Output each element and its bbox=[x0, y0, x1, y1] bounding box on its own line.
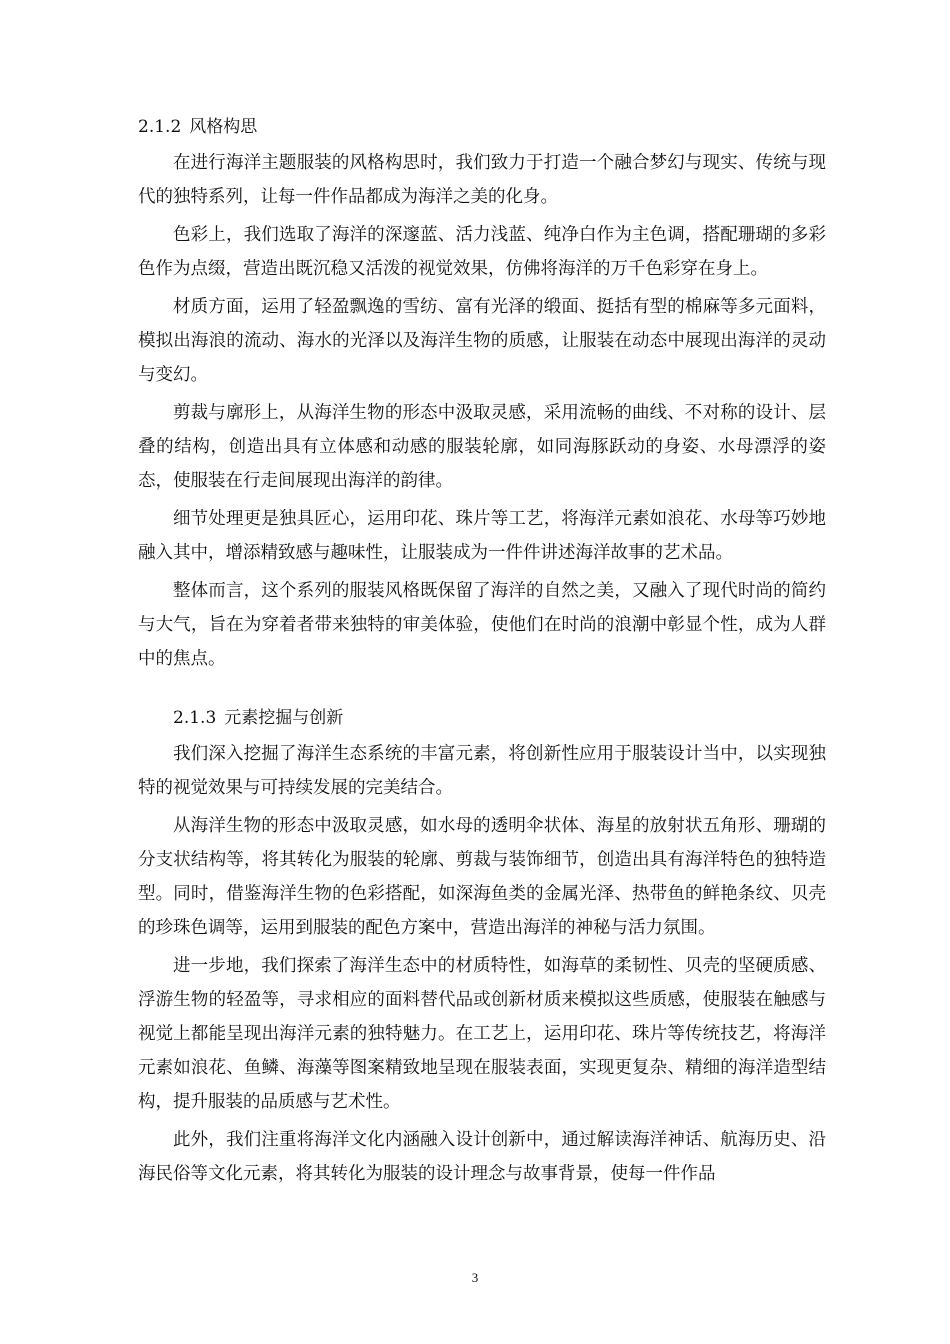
section-number: 2.1.2 bbox=[138, 117, 182, 137]
document-page bbox=[138, 111, 826, 1195]
paragraph: 细节处理更是独具匠心，运用印花、珠片等工艺，将海洋元素如浪花、水母等巧妙地融入其中，增添精致感与趣味性，让服装成为一件件讲述海洋故事的艺术品。 bbox=[138, 509, 826, 563]
paragraph: 色彩上，我们选取了海洋的深邃蓝、活力浅蓝、纯净白作为主色调，搭配珊瑚的多彩色作为点缀，营造出既沉稳又活泼的视觉效果，仿佛将海洋的万千色彩穿在身上。 bbox=[138, 225, 826, 279]
section-heading-2-1-3 bbox=[138, 702, 826, 734]
section-spacer bbox=[138, 680, 826, 702]
paragraph: 整体而言，这个系列的服装风格既保留了海洋的自然之美，又融入了现代时尚的简约与大气，旨在为穿着者带来独特的审美体验，使他们在时尚的浪潮中彰显个性，成为人群中的焦点。 bbox=[138, 581, 826, 669]
section-title: 元素挖掘与创新 bbox=[224, 708, 344, 728]
paragraph: 我们深入挖掘了海洋生态系统的丰富元素，将创新性应用于服装设计当中，以实现独特的视觉效果与可持续发展的完美结合。 bbox=[138, 744, 826, 798]
paragraph: 在进行海洋主题服装的风格构思时，我们致力于打造一个融合梦幻与现实、传统与现代的独特系列，让每一件作品都成为海洋之美的化身。 bbox=[138, 153, 826, 207]
paragraph: 从海洋生物的形态中汲取灵感，如水母的透明伞状体、海星的放射状五角形、珊瑚的分支状结构等，将其转化为服装的轮廓、剪裁与装饰细节，创造出具有海洋特色的独特造型。同时，借鉴海洋生物的色彩搭配，如深海鱼类的金属光泽、热带鱼的鲜艳条纹、贝壳的珍珠色调等，运用到服装的配色方案中，营造出海洋的神秘与活力氛围。 bbox=[138, 816, 826, 938]
paragraph: 此外，我们注重将海洋文化内涵融入设计创新中，通过解读海洋神话、航海历史、沿海民俗等文化元素，将其转化为服装的设计理念与故事背景，使每一件作品 bbox=[138, 1130, 826, 1184]
paragraph: 材质方面，运用了轻盈飘逸的雪纺、富有光泽的缎面、挺括有型的棉麻等多元面料，模拟出海浪的流动、海水的光泽以及海洋生物的质感，让服装在动态中展现出海洋的灵动与变幻。 bbox=[138, 297, 826, 385]
page-number: 3 bbox=[471, 1270, 479, 1285]
section-number: 2.1.3 bbox=[173, 708, 217, 728]
paragraph: 剪裁与廓形上，从海洋生物的形态中汲取灵感，采用流畅的曲线、不对称的设计、层叠的结构，创造出具有立体感和动感的服装轮廓，如同海豚跃动的身姿、水母漂浮的姿态，使服装在行走间展现出海洋的韵律。 bbox=[138, 403, 826, 491]
paragraph: 进一步地，我们探索了海洋生态中的材质特性，如海草的柔韧性、贝壳的坚硬质感、浮游生物的轻盈等，寻求相应的面料替代品或创新材质来模拟这些质感，使服装在触感与视觉上都能呈现出海洋元素的独特魅力。在工艺上，运用印花、珠片等传统技艺，将海洋元素如浪花、鱼鳞、海藻等图案精致地呈现在服装表面，实现更复杂、精细的海洋造型结构，提升服装的品质感与艺术性。 bbox=[138, 956, 826, 1112]
section-heading-2-1-2 bbox=[138, 111, 826, 143]
section-title: 风格构思 bbox=[189, 117, 258, 137]
